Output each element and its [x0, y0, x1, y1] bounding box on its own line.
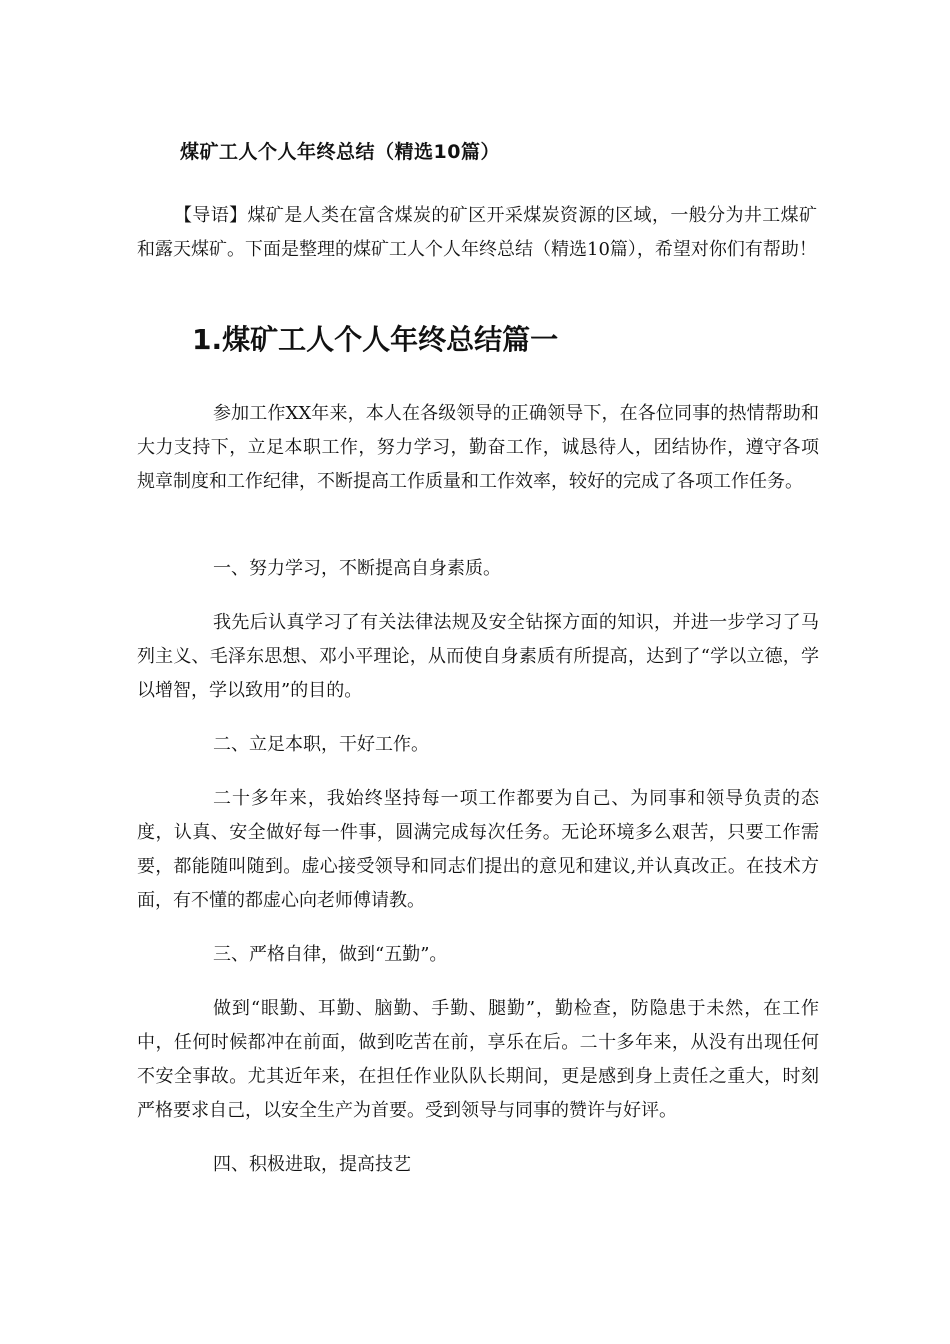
body-paragraph: 参加工作XX年来，本人在各级领导的正确领导下，在各位同事的热情帮助和大力支持下，立足本职工作，努力学习，勤奋工作，诚恳待人，团结协作，遵守各项规章制度和工作纪律，不断提高工作质量和工作效率，较好的完成了各项工作任务。 [137, 403, 819, 492]
subheading-paragraph: 一、努力学习，不断提高自身素质。 [213, 558, 501, 579]
document-title: 煤矿工人个人年终总结（精选10篇） [180, 141, 500, 163]
intro-paragraph: 【导语】煤矿是人类在富含煤炭的矿区开采煤炭资源的区域，一般分为井工煤矿和露天煤矿。下面是整理的煤矿工人个人年终总结（精选10篇），希望对你们有帮助！ [137, 205, 817, 260]
subheading-paragraph: 四、积极进取，提高技艺 [213, 1154, 411, 1175]
subheading-paragraph: 三、严格自律，做到“五勤”。 [213, 944, 448, 965]
body-paragraph: 我先后认真学习了有关法律法规及安全钻探方面的知识，并进一步学习了马列主义、毛泽东思想、邓小平理论，从而使自身素质有所提高，达到了“学以立德，学以增智，学以致用”的目的。 [137, 612, 819, 701]
subheading-paragraph: 二、立足本职，干好工作。 [213, 734, 429, 755]
section-heading: 1.煤矿工人个人年终总结篇一 [192, 323, 559, 356]
body-paragraph: 做到“眼勤、耳勤、脑勤、手勤、腿勤”，勤检查，防隐患于未然，在工作中，任何时候都冲在前面，做到吃苦在前，享乐在后。二十多年来，从没有出现任何不安全事故。尤其近年来，在担任作业队队长期间，更是感到身上责任之重大，时刻严格要求自己，以安全生产为首要。受到领导与同事的赞许与好评。 [137, 998, 819, 1121]
body-paragraph: 二十多年来，我始终坚持每一项工作都要为自己、为同事和领导负责的态度，认真、安全做好每一件事，圆满完成每次任务。无论环境多么艰苦，只要工作需要，都能随叫随到。虚心接受领导和同志们提出的意见和建议,并认真改正。在技术方面，有不懂的都虚心向老师傅请教。 [137, 788, 819, 911]
